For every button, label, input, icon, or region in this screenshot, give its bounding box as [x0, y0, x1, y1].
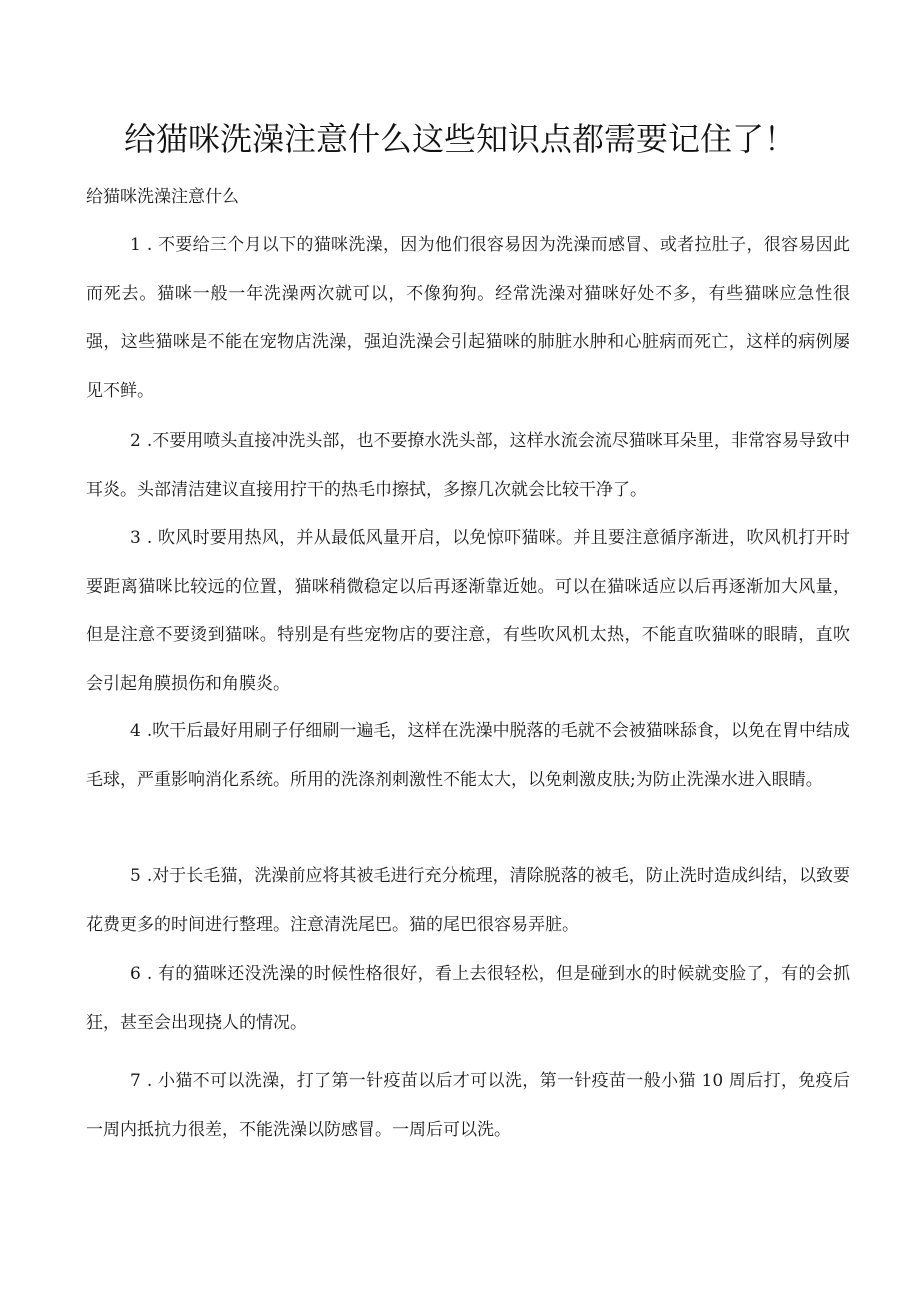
paragraph-number: 7: [130, 1071, 141, 1091]
paragraph-number: 5: [130, 866, 141, 886]
paragraph-number: 2: [130, 431, 141, 451]
paragraph-3: [86, 514, 850, 708]
document-title: 给猫咪洗澡注意什么这些知识点都需要记住了！: [123, 120, 796, 158]
paragraph-text: . 吹风时要用热风，并从最低风量开启，以免惊吓猫咪。并且要注意循序渐进，吹风机打开时要距离猫咪比较远的位置，猫咪稍微稳定以后再逐渐靠近她。可以在猫咪适应以后再逐渐加大风量，但是注意不要烫到猫咪。特别是有些宠物店的要注意，有些吹风机太热，不能直吹猫咪的眼睛，直吹会引起角膜损伤和角膜炎。: [86, 528, 850, 694]
paragraph-text: .不要用喷头直接冲洗头部，也不要撩水洗头部，这样水流会流尽猫咪耳朵里，非常容易导致中耳炎。头部清洁建议直接用拧干的热毛巾擦拭，多擦几次就会比较干净了。: [86, 431, 850, 500]
document-subtitle: 给猫咪洗澡注意什么: [86, 187, 239, 207]
paragraph-number: 3: [130, 528, 141, 548]
paragraph-6: [86, 950, 850, 1047]
paragraph-text: . 不要给三个月以下的猫咪洗澡，因为他们很容易因为洗澡而感冒、或者拉肚子，很容易因此而死去。猫咪一般一年洗澡两次就可以，不像狗狗。经常洗澡对猫咪好处不多，有些猫咪应急性很强，这些猫咪是不能在宠物店洗澡，强迫洗澡会引起猫咪的肺脏水肿和心脏病而死亡，这样的病例屡见不鲜。: [86, 235, 850, 401]
paragraph-number: 6: [130, 964, 141, 984]
paragraph-text: . 有的猫咪还没洗澡的时候性格很好，看上去很轻松，但是碰到水的时候就变脸了，有的会抓狂，甚至会出现挠人的情况。: [86, 964, 850, 1033]
paragraph-4: [86, 707, 850, 804]
paragraph-5: [86, 852, 850, 949]
paragraph-text: . 小猫不可以洗澡，打了第一针疫苗以后才可以洗，第一针疫苗一般小猫 10 周后打，免疫后一周内抵抗力很差，不能洗澡以防感冒。一周后可以洗。: [86, 1071, 850, 1140]
paragraph-text: .吹干后最好用刷子仔细刷一遍毛，这样在洗澡中脱落的毛就不会被猫咪舔食，以免在胃中结成毛球，严重影响消化系统。所用的洗涤剂刺激性不能太大，以免刺激皮肤;为防止洗澡水进入眼睛。: [86, 721, 850, 790]
paragraph-text: .对于长毛猫，洗澡前应将其被毛进行充分梳理，清除脱落的被毛，防止洗时造成纠结，以致要花费更多的时间进行整理。注意清洗尾巴。猫的尾巴很容易弄脏。: [86, 866, 850, 935]
paragraph-number: 4: [130, 721, 141, 741]
paragraph-2: [86, 417, 850, 514]
paragraph-1: [86, 221, 850, 415]
paragraph-number: 1: [130, 235, 141, 255]
paragraph-7: [86, 1057, 850, 1154]
